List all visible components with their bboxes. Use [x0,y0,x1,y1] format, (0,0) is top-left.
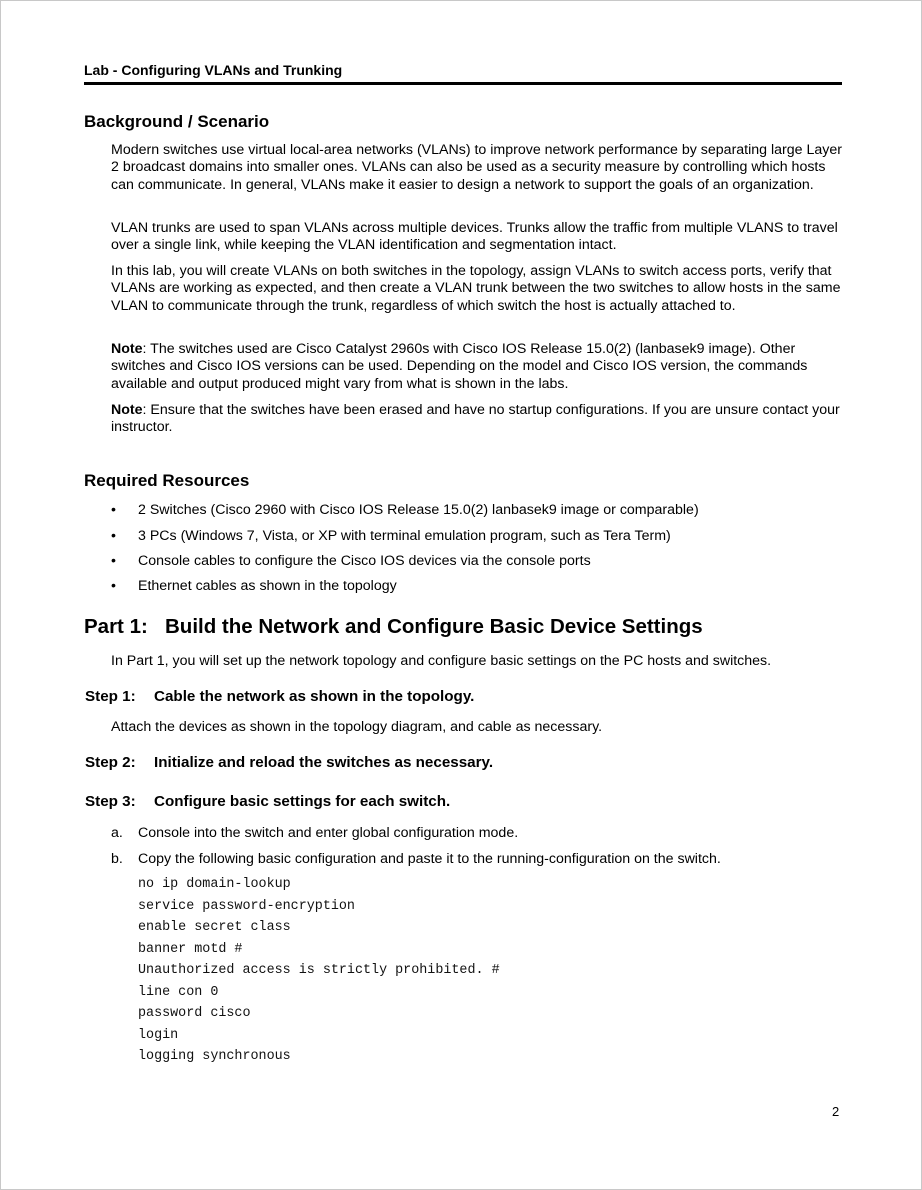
step-1-text: Attach the devices as shown in the topology diagram, and cable as necessary. [111,719,603,735]
resources-heading: Required Resources [84,471,250,490]
sub-step-text: Copy the following basic configuration and paste it to the running-configuration on the switch. [138,851,721,867]
note-paragraph-1 [111,341,846,393]
sub-step-text: Console into the switch and enter global configuration mode. [138,825,519,841]
page-number: 2 [832,1104,840,1119]
config-code-block [138,874,500,1068]
code-line: password cisco [138,1006,251,1021]
note-label: Note [111,402,143,418]
bullet-glyph: • [111,502,116,518]
part-1-heading [84,615,703,639]
bullet-glyph: • [111,528,116,544]
step-1-heading [85,688,474,705]
step-title: Configure basic settings for each switch. [154,793,451,810]
step-title: Cable the network as shown in the topology. [154,688,475,705]
code-line: enable secret class [138,920,291,935]
step-label: Step 1: [85,688,136,705]
bullet-glyph: • [111,578,116,594]
background-paragraph-1: Modern switches use virtual local-area networks (VLANs) to improve network performance by separating large Layer 2 broadcast domains into smaller ones. VLANs can also be used as a security measure by controlling which hosts can communicate. In general, VLANs make it easier to design a network to support the goals of an organization. [111,142,842,193]
part-title: Build the Network and Configure Basic Device Settings [165,615,703,638]
step-label: Step 2: [85,754,136,771]
page-header-title: Lab - Configuring VLANs and Trunking [84,62,343,78]
note-text: : Ensure that the switches have been erased and have no startup configurations. If you are unsure contact your instructor. [111,402,840,436]
part-1-intro: In Part 1, you will set up the network topology and configure basic settings on the PC hosts and switches. [111,653,772,669]
bullet-glyph: • [111,553,116,569]
code-line: service password-encryption [138,898,355,914]
note-text: : The switches used are Cisco Catalyst 2960s with Cisco IOS Release 15.0(2) (lanbasek9 image). Other switches and Cisco IOS versions can be used. Depending on the model and Cisco IOS version, the commands available and output produced might vary from what is shown in the labs. [111,341,808,392]
code-line: login [138,1027,179,1043]
sub-step-label: b. [111,851,123,867]
code-line: Unauthorized access is strictly prohibited. # [138,963,500,978]
step-title: Initialize and reload the switches as necessary. [154,754,494,771]
code-line: banner motd # [138,941,243,957]
background-paragraph-3: In this lab, you will create VLANs on both switches in the topology, assign VLANs to switch access ports, verify that VLANs are working as expected, and then create a VLAN trunk between the two switches to allow hosts in the same VLAN to communicate through the trunk, regardless of which switch the host is actually attached to. [111,263,841,314]
header-rule [84,82,842,85]
step-2-heading [85,754,493,771]
code-line: line con 0 [138,984,219,1000]
document-page: Lab - Configuring VLANs and Trunking Background / Scenario Modern switches use virtual local-area networks (VLANs) to improve network performance by separating large Layer 2 broadcast domains into smaller ones. VLANs can also be used as a security measure by controlling which hosts can communicate. In general, VLANs make it easier to design a network to support the goals of an organization. VLAN trunks are used to span VLANs across multiple devices. Trunks allow the traffic from multiple VLANS to travel over a single link, while keeping the VLAN identification and segmentation intact. In this lab, you will create VLANs on both switches in the topology, assign VLANs to switch access ports, verify that VLANs are working as expected, and then create a VLAN trunk between the two switches to allow hosts in the same VLAN to communicate through the trunk, regardless of which switch the host is actually attached to. Note: The switches used are Cisco Catalyst 2960s with Cisco IOS Release 15.0(2) (lanbasek9 image). Other switches and Cisco IOS versions can be used. Depending on the model and Cisco IOS version, the commands available and output produced might vary from what is shown in the labs. Note: Ensure that the switches have been erased and have no startup configurations. If you are unsure contact your instructor. Required Resources • 2 Switches (Cisco 2960 with Cisco IOS Release 15.0(2) lanbasek9 image or comparable) • 3 PCs (Windows 7, Vista, or XP with terminal emulation program, such as Tera Term) • Console cables to configure the Cisco IOS devices via the console ports • Ethernet cables as shown in the topology Part 1: Build the Network and Configure Basic Device Settings In Part 1, you will set up the network topology and configure basic settings on the PC hosts and switches. Step 1: Cable the network as shown in the topology. Attach the devices as shown in the topology diagram, and cable as necessary. Step 2: Initialize and reload the switches as necessary. Step 3: Configure basic settings for each switch. a. Console into the switch and enter global configuration mode. b. Copy the following basic configuration and paste it to the running-configuration on the switch. no ip domain-lookup service password-encryption enable secret class banner motd # Unauthorized access is strictly prohibited. # line con 0 password cisco login logging synchronous 2 [0,0,922,1190]
part-label: Part 1: [84,615,148,638]
step-3-heading [85,793,450,810]
sub-step-label: a. [111,825,123,841]
code-line: logging synchronous [138,1049,291,1064]
step-label: Step 3: [85,793,136,810]
code-line: no ip domain-lookup [138,877,291,892]
background-paragraph-2: VLAN trunks are used to span VLANs across multiple devices. Trunks allow the traffic from multiple VLANS to travel over a single link, while keeping the VLAN identification and segmentation intact. [111,220,838,254]
note-paragraph-2 [111,402,846,437]
note-label: Note [111,341,143,357]
background-heading: Background / Scenario [84,112,270,131]
